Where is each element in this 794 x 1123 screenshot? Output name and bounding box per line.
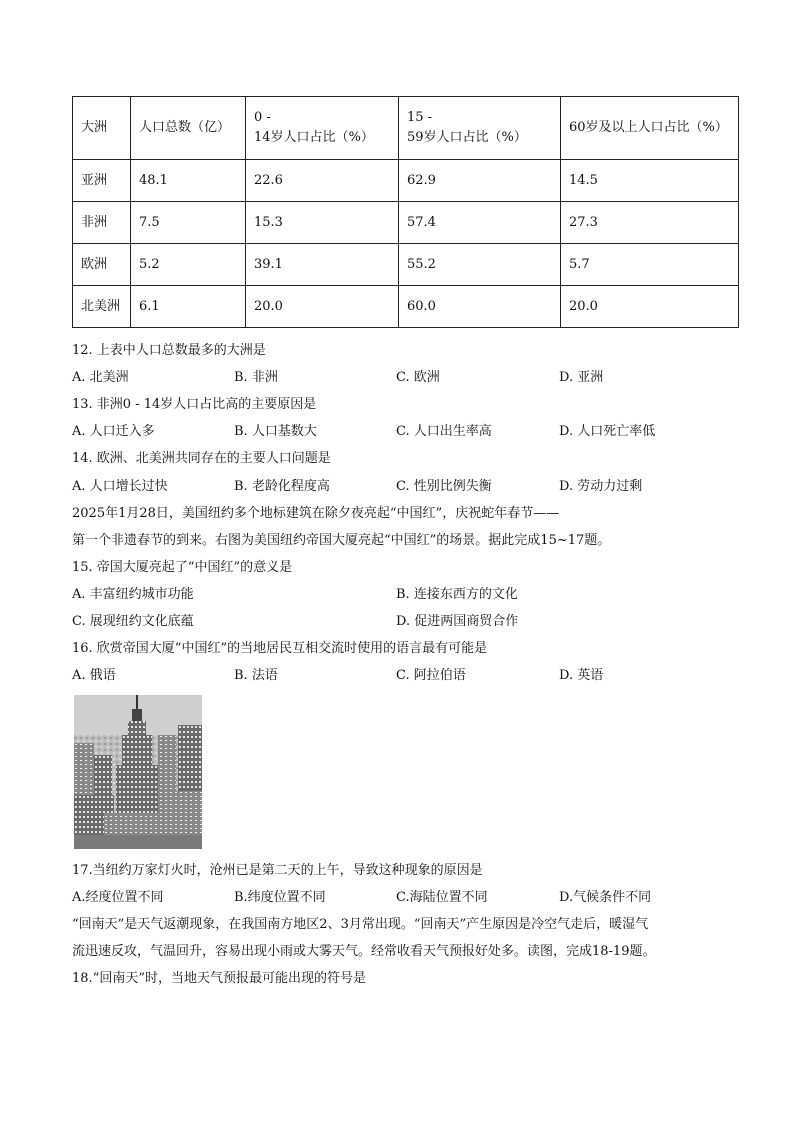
passage-2-line-1: “回南天”是天气返潮现象，在我国南方地区2、3月常出现。“回南天”产生原因是冷空气走后，暖湿气 bbox=[72, 917, 649, 932]
option-c: C. 阿拉伯语 bbox=[396, 668, 466, 683]
question-13-options bbox=[72, 422, 742, 442]
option-a: A. 北美洲 bbox=[72, 370, 129, 385]
option-a: A. 俄语 bbox=[72, 668, 116, 683]
table-cell: 27.3 bbox=[561, 202, 739, 244]
table-cell: 欧洲 bbox=[73, 244, 131, 286]
header-cell bbox=[246, 97, 399, 160]
table-cell: 22.6 bbox=[246, 160, 399, 202]
header-text-0-14: 0 - 14岁人口占比（%） bbox=[254, 110, 374, 145]
table-cell: 55.2 bbox=[399, 244, 561, 286]
table-cell: 5.2 bbox=[131, 244, 246, 286]
question-14-stem: 14. 欧洲、北美洲共同存在的主要人口问题是 bbox=[72, 451, 331, 466]
table-row bbox=[73, 244, 739, 286]
option-d: D.气候条件不同 bbox=[559, 890, 652, 905]
header-text-15-59: 15 - 59岁人口占比（%） bbox=[407, 110, 527, 145]
option-c: C. 欧洲 bbox=[396, 370, 440, 385]
question-13-stem: 13. 非洲0 - 14岁人口占比高的主要原因是 bbox=[72, 397, 317, 412]
option-c: C. 展现纽约文化底蕴 bbox=[72, 614, 194, 629]
option-b: B.纬度位置不同 bbox=[234, 890, 326, 905]
option-c: C. 性别比例失衡 bbox=[396, 479, 492, 494]
table-cell: 57.4 bbox=[399, 202, 561, 244]
header-cell bbox=[399, 97, 561, 160]
option-b: B. 法语 bbox=[234, 668, 278, 683]
table-cell: 7.5 bbox=[131, 202, 246, 244]
question-16-stem: 16. 欣赏帝国大厦“中国红”的当地居民互相交流时使用的语言最有可能是 bbox=[72, 641, 488, 656]
option-d: D. 亚洲 bbox=[559, 370, 604, 385]
table-cell: 62.9 bbox=[399, 160, 561, 202]
table-row bbox=[73, 202, 739, 244]
table-cell: 20.0 bbox=[561, 286, 739, 328]
option-d: D. 英语 bbox=[559, 668, 604, 683]
table-cell: 39.1 bbox=[246, 244, 399, 286]
header-cell: 人口总数（亿） bbox=[131, 97, 246, 160]
option-d: D. 劳动力过剩 bbox=[559, 479, 643, 494]
question-15-options-row-2 bbox=[72, 612, 742, 632]
table-cell: 6.1 bbox=[131, 286, 246, 328]
option-a: A. 人口增长过快 bbox=[72, 479, 168, 494]
question-15-options-row-1 bbox=[72, 585, 742, 605]
table-cell: 15.3 bbox=[246, 202, 399, 244]
empire-state-building-photo bbox=[74, 695, 202, 849]
option-b: B. 老龄化程度高 bbox=[234, 479, 330, 494]
question-16-options bbox=[72, 666, 742, 686]
city-skyline-image bbox=[74, 695, 202, 849]
table-cell: 5.7 bbox=[561, 244, 739, 286]
table-cell: 北美洲 bbox=[73, 286, 131, 328]
option-b: B. 非洲 bbox=[234, 370, 278, 385]
option-a: A. 丰富纽约城市功能 bbox=[72, 587, 194, 602]
passage-1-line-1: 2025年1月28日，美国纽约多个地标建筑在除夕夜亮起“中国红”，庆祝蛇年春节—— bbox=[72, 506, 560, 521]
option-a: A.经度位置不同 bbox=[72, 890, 164, 905]
table-cell: 48.1 bbox=[131, 160, 246, 202]
option-b: B. 人口基数大 bbox=[234, 424, 317, 439]
question-12-options bbox=[72, 368, 742, 388]
option-b: B. 连接东西方的文化 bbox=[396, 587, 518, 602]
passage-2-line-2: 流迅速反攻，气温回升，容易出现小雨或大雾天气。经常收看天气预报好处多。读图，完成18-19题。 bbox=[72, 944, 656, 959]
question-15-stem: 15. 帝国大厦亮起了“中国红”的意义是 bbox=[72, 560, 293, 575]
option-c: C.海陆位置不同 bbox=[396, 890, 488, 905]
header-cell: 60岁及以上人口占比（%） bbox=[561, 97, 739, 160]
question-17-options bbox=[72, 888, 742, 908]
question-14-options bbox=[72, 477, 742, 497]
option-d: D. 促进两国商贸合作 bbox=[396, 614, 519, 629]
table-row bbox=[73, 286, 739, 328]
table-cell: 非洲 bbox=[73, 202, 131, 244]
table-header-row bbox=[73, 97, 739, 160]
table-cell: 60.0 bbox=[399, 286, 561, 328]
question-17-stem: 17.当纽约万家灯火时，沧州已是第二天的上午，导致这种现象的原因是 bbox=[72, 863, 483, 878]
option-a: A. 人口迁入多 bbox=[72, 424, 155, 439]
passage-1-line-2: 第一个非遗春节的到来。右图为美国纽约帝国大厦亮起“中国红”的场景。据此完成15~17题。 bbox=[72, 533, 611, 548]
header-cell: 大洲 bbox=[73, 97, 131, 160]
table-row bbox=[73, 160, 739, 202]
question-12-stem: 12. 上表中人口总数最多的大洲是 bbox=[72, 343, 266, 358]
option-c: C. 人口出生率高 bbox=[396, 424, 492, 439]
question-18-stem: 18.“回南天”时，当地天气预报最可能出现的符号是 bbox=[72, 971, 366, 986]
table-cell: 20.0 bbox=[246, 286, 399, 328]
option-d: D. 人口死亡率低 bbox=[559, 424, 656, 439]
table-cell: 14.5 bbox=[561, 160, 739, 202]
table-cell: 亚洲 bbox=[73, 160, 131, 202]
population-table bbox=[72, 96, 739, 328]
